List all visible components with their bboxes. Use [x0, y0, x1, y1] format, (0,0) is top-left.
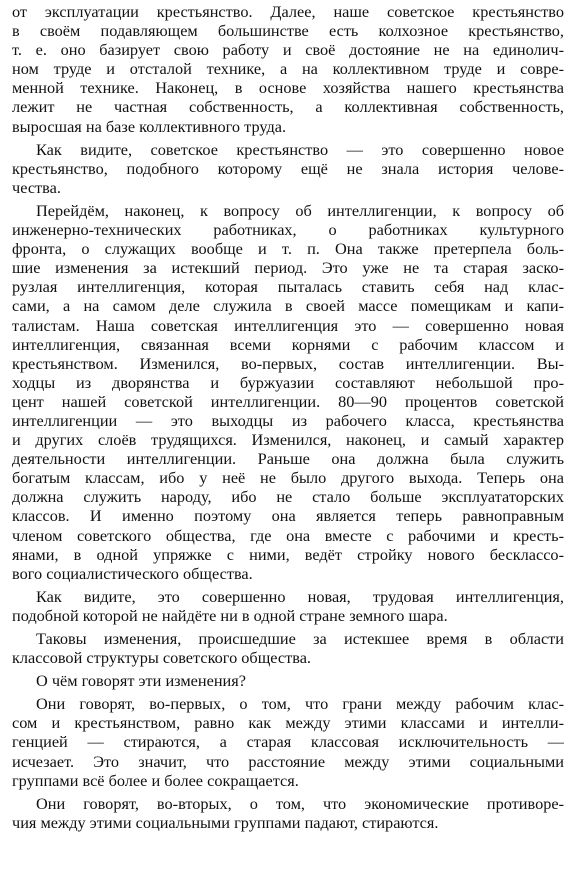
text-line: Как видите, это совершенно новая, трудовая интеллигенция, — [36, 586, 564, 606]
paragraph-changes-summary — [12, 629, 564, 667]
text-line: т. е. оно базирует свою работу и своё достояние не на единолич- — [12, 40, 564, 60]
text-line: крестьянство, подобного которому ещё не знала история челове- — [12, 158, 564, 178]
text-line: исчезает. Это значит, что расстояние между этими социальными — [12, 751, 564, 771]
text-line: от эксплуатации крестьянство. Далее, наше советское крестьянство — [12, 2, 564, 21]
text-line: О чём говорят эти изменения? — [36, 671, 246, 691]
text-line: сом и крестьянством, равно как между этими классами и интелли- — [12, 713, 564, 733]
text-line: Таковы изменения, происшедшие за истекшее время в области — [36, 629, 564, 648]
text-line: ном труде и отсталой технике, а на коллективном труде и совре- — [12, 59, 564, 79]
paragraph-secondly — [12, 794, 564, 832]
text-line: сами, а на самом деле служила в своей массе помещикам и капи- — [12, 296, 564, 316]
text-line: чества. — [12, 177, 61, 197]
text-line: менной технике. Наконец, в основе хозяйства нашего крестьянства — [12, 78, 564, 98]
text-line: Как видите, советское крестьянство — это совершенно новое — [36, 139, 564, 159]
text-line: цент нашей советской интеллигенции. 80—90 процентов советской — [12, 391, 564, 411]
text-line: интеллигенция, связанная всеми корнями с рабочим классом и — [12, 334, 564, 354]
paragraph-new-peasantry — [12, 140, 564, 197]
text-line: группами всё более и более сокращается. — [12, 770, 299, 790]
text-line: инженерно-технических работниках, о работниках культурного — [12, 220, 564, 240]
text-line: должна служить народу, ибо не стало больше эксплуататорских — [12, 487, 564, 507]
text-line: Они говорят, во-первых, о том, что грани между рабочим клас- — [36, 694, 564, 714]
paragraph-firstly — [12, 694, 564, 789]
text-line: в своём подавляющем большинстве есть колхозное крестьянство, — [12, 21, 564, 41]
text-line: деятельности интеллигенции. Раньше она должна была служить — [12, 449, 564, 469]
text-line: чия между этими социальными группами падают, стираются. — [12, 812, 439, 832]
paragraph-new-intelligentsia — [12, 587, 564, 625]
text-line: крестьянством. Изменился, во-первых, состав интеллигенции. Вы- — [12, 353, 564, 373]
paragraph-question — [12, 671, 564, 690]
text-line: классов. И именно поэтому она является теперь равноправным — [12, 506, 564, 526]
text-line: подобной которой не найдёте ни в одной стране земного шара. — [12, 605, 448, 625]
text-line: богатым классам, ибо у неё не было другого выхода. Теперь она — [12, 468, 564, 488]
text-line: шие изменения за истекший период. Это уже не та старая заско- — [12, 258, 564, 278]
text-line: и других слоёв трудящихся. Изменился, наконец, и самый характер — [12, 430, 564, 450]
text-line: рузлая интеллигенция, которая пыталась ставить себя над клас- — [12, 277, 564, 297]
paragraph-peasantry-collective — [12, 2, 564, 136]
text-line: Перейдём, наконец, к вопросу об интеллигенции, к вопросу об — [36, 200, 564, 220]
text-line: вого социалистического общества. — [12, 563, 253, 583]
text-line: генцией — стираются, а старая классовая исключительность — — [12, 732, 564, 752]
text-line: членом советского общества, где она вместе с рабочими и кресть- — [12, 525, 564, 545]
text-line: выросшая на базе коллективного труда. — [12, 116, 287, 136]
text-line: фронта, о служащих вообще и т. п. Она также претерпела боль- — [12, 239, 564, 259]
text-line: классовой структуры советского общества. — [12, 648, 311, 668]
paragraph-intelligentsia — [12, 201, 564, 583]
text-line: янами, в одной упряжке с ними, ведёт стройку нового бесклассо- — [12, 544, 564, 564]
text-line: лежит не частная собственность, а коллективная собственность, — [12, 97, 564, 117]
text-line: интеллигенции — это выходцы из рабочего класса, крестьянства — [12, 410, 564, 430]
text-line: ходцы из дворянства и буржуазии составляют небольшой про- — [12, 372, 564, 392]
text-line: талистам. Наша советская интеллигенция это — совершенно новая — [12, 315, 564, 335]
text-line: Они говорят, во-вторых, о том, что экономические противоре- — [36, 793, 564, 813]
